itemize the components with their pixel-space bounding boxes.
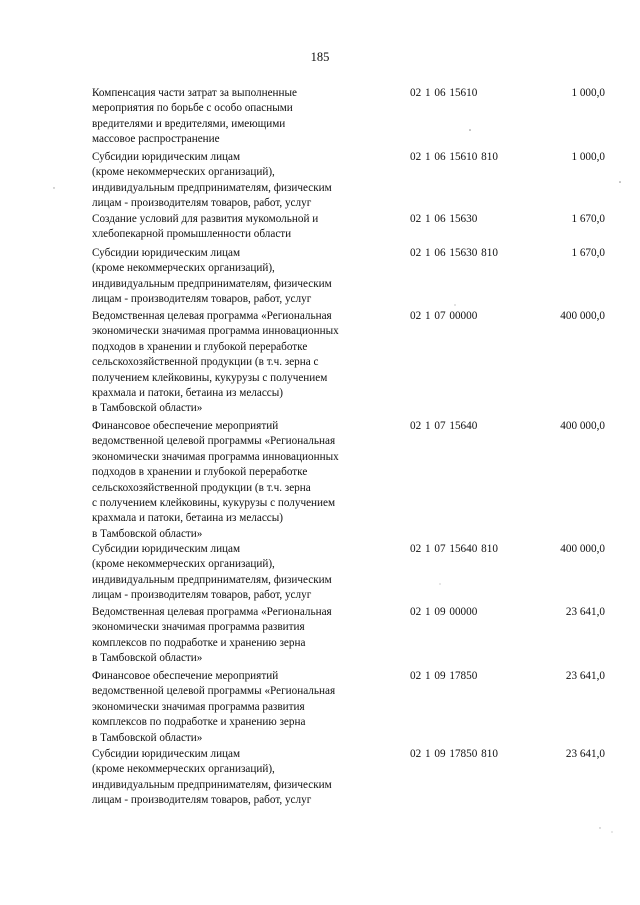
row-description: Финансовое обеспечение мероприятий ведомственной целевой программы «Региональная экономически значимая программа развития комплексов по подработке и хранению зерна в Тамбовской области»	[92, 670, 336, 744]
row-code: 02 1 06 15610	[410, 87, 478, 99]
row-amount: 400 000,0	[560, 543, 605, 555]
row-description: Ведомственная целевая программа «Региональная экономически значимая программа развития комплексов по подработке и хранению зерна в Тамбовской области»	[92, 606, 332, 665]
row-description: Субсидии юридическим лицам (кроме некоммерческих организаций), индивидуальным предпринимателям, физическим лицам - производителям товаров, работ, услуг	[92, 748, 332, 807]
row-amount: 1 670,0	[571, 213, 605, 225]
row-code: 02 1 09 00000	[410, 606, 478, 618]
row-code: 02 1 06 15630	[410, 213, 478, 225]
row-code: 02 1 06 15610 810	[410, 151, 498, 163]
row-amount: 400 000,0	[560, 310, 605, 322]
row-code: 02 1 09 17850 810	[410, 748, 498, 760]
row-amount: 23 641,0	[565, 606, 605, 618]
row-code: 02 1 06 15630 810	[410, 247, 498, 259]
row-amount: 23 641,0	[565, 748, 605, 760]
page-number: 185	[310, 50, 330, 64]
row-code: 02 1 07 00000	[410, 310, 478, 322]
row-description: Субсидии юридическим лицам (кроме некоммерческих организаций), индивидуальным предпринимателям, физическим лицам - производителям товаров, работ, услуг	[92, 247, 332, 306]
row-amount: 1 670,0	[571, 247, 605, 259]
row-code: 02 1 07 15640 810	[410, 543, 498, 555]
row-description: Создание условий для развития мукомольной и хлебопекарной промышленности области	[92, 213, 319, 241]
row-amount: 400 000,0	[560, 420, 605, 432]
row-description: Субсидии юридическим лицам (кроме некоммерческих организаций), индивидуальным предпринимателям, физическим лицам - производителям товаров, работ, услуг	[92, 151, 332, 210]
row-amount: 1 000,0	[571, 151, 605, 163]
row-description: Финансовое обеспечение мероприятий ведомственной целевой программы «Региональная экономически значимая программа инновационных подходов в хранении и глубокой переработке сельскохозяйственной продукции (в т.ч. зерна с получением клейковины, кукурузы с получением крахмала и патоки, бетаина из мелассы) в Тамбовской области»	[92, 420, 339, 540]
row-description: Компенсация части затрат за выполненные мероприятия по борьбе с особо опасными вредителями и вредителями, имеющими массовое распространение	[92, 87, 298, 146]
row-amount: 1 000,0	[571, 87, 605, 99]
row-code: 02 1 09 17850	[410, 670, 478, 682]
row-description: Ведомственная целевая программа «Региональная экономически значимая программа инновационных подходов в хранении и глубокой переработке сельскохозяйственной продукции (в т.ч. зерна с получением клейковины, кукурузы с получением крахмала и патоки, бетаина из мелассы) в Тамбовской области»	[92, 310, 339, 415]
row-amount: 23 641,0	[565, 670, 605, 682]
row-description: Субсидии юридическим лицам (кроме некоммерческих организаций), индивидуальным предпринимателям, физическим лицам - производителям товаров, работ, услуг	[92, 543, 332, 602]
row-code: 02 1 07 15640	[410, 420, 478, 432]
